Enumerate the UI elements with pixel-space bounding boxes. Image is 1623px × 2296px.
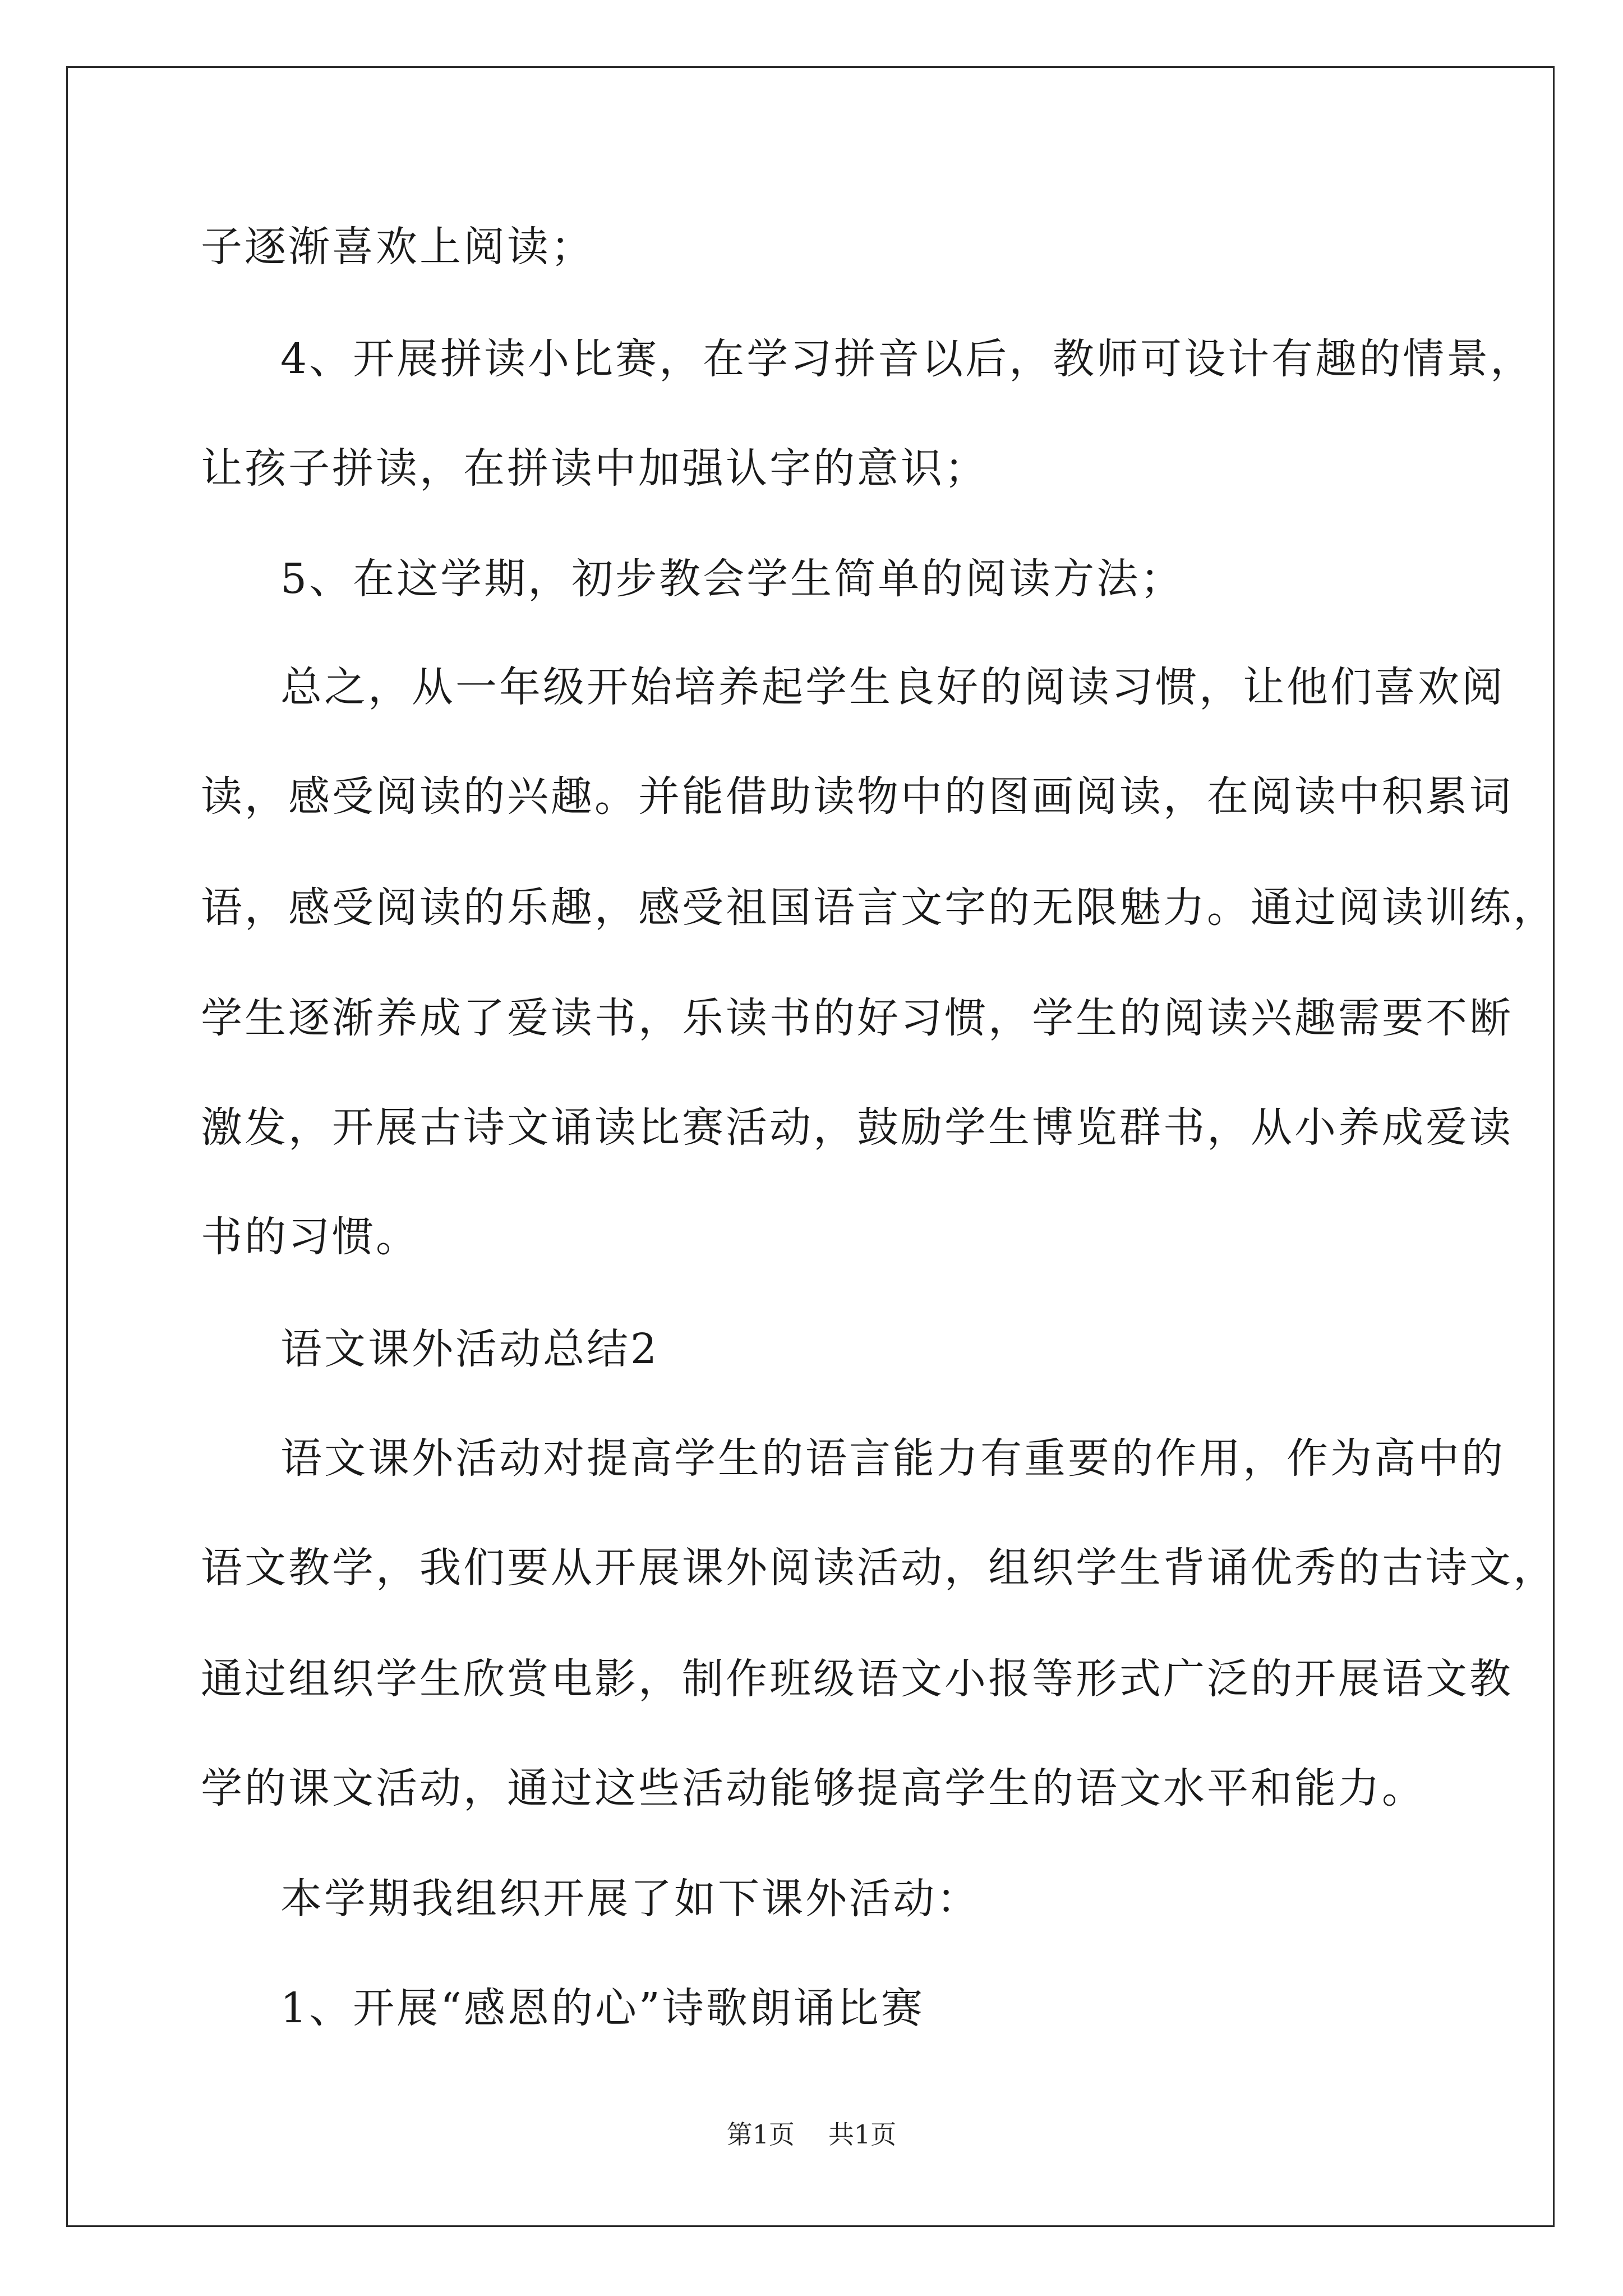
text-line: 5、在这学期，初步教会学生简单的阅读方法； bbox=[280, 555, 1184, 603]
text-line: 总之，从一年级开始培养起学生良好的阅读习惯，让他们喜欢阅 bbox=[280, 663, 1505, 711]
page-footer bbox=[0, 2118, 1623, 2151]
text-line: 让孩子拼读，在拼读中加强认字的意识； bbox=[201, 444, 988, 493]
text-line: 语，感受阅读的乐趣，感受祖国语言文字的无限魅力。通过阅读训练， bbox=[201, 884, 1557, 932]
page-number: 第1页 bbox=[726, 2119, 795, 2150]
text-line: 激发，开展古诗文诵读比赛活动，鼓励学生博览群书，从小养成爱读 bbox=[201, 1103, 1513, 1152]
page-total: 共1页 bbox=[828, 2119, 897, 2150]
text-line: 语文教学，我们要从开展课外阅读活动，组织学生背诵优秀的古诗文， bbox=[201, 1544, 1557, 1592]
text-line: 书的习惯。 bbox=[201, 1213, 419, 1261]
text-line: 通过组织学生欣赏电影，制作班级语文小报等形式广泛的开展语文教 bbox=[201, 1655, 1513, 1703]
text-line: 学的课文活动，通过这些活动能够提高学生的语文水平和能力。 bbox=[201, 1764, 1426, 1812]
text-line: 1、开展“感恩的心”诗歌朗诵比赛 bbox=[280, 1984, 925, 2032]
text-line: 学生逐渐养成了爱读书，乐读书的好习惯，学生的阅读兴趣需要不断 bbox=[201, 994, 1513, 1042]
text-line: 读，感受阅读的兴趣。并能借助读物中的图画阅读，在阅读中积累词 bbox=[201, 772, 1513, 821]
text-line: 4、开展拼读小比赛，在学习拼音以后，教师可设计有趣的情景， bbox=[280, 335, 1534, 383]
text-line: 本学期我组织开展了如下课外活动： bbox=[280, 1875, 980, 1923]
text-line: 子逐渐喜欢上阅读； bbox=[201, 223, 594, 271]
section-heading: 语文课外活动总结2 bbox=[280, 1325, 660, 1373]
text-line: 语文课外活动对提高学生的语言能力有重要的作用，作为高中的 bbox=[280, 1434, 1505, 1483]
